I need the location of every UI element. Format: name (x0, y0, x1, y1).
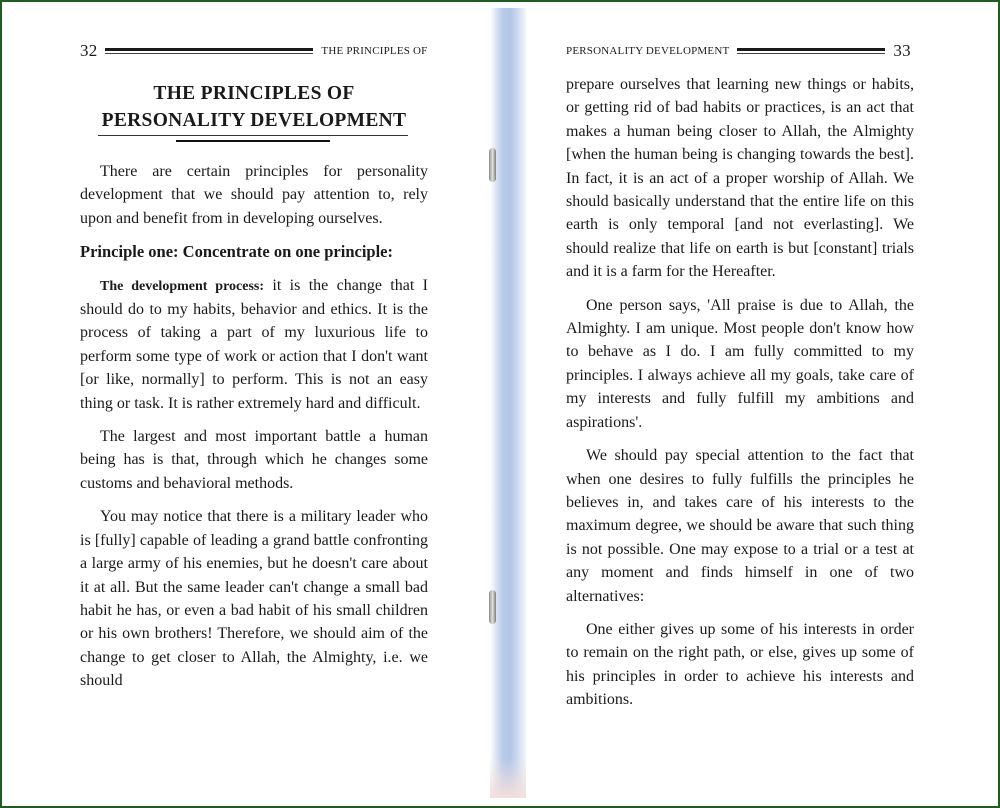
title-rule-thick (176, 140, 330, 142)
paragraph: You may notice that there is a military leader who is [fully] capable of leading a grand battle confronting a large army of his enemies, but he doesn't care about it at all. But the same leader can't change a small bad habit he has, or even a bad habit of his small children or his own brothers! Therefore, we should aim of the change to get closer to Allah, the Almighty, i.e. we should (80, 508, 428, 690)
spine-shadow (490, 758, 526, 798)
page-number: 33 (893, 41, 911, 60)
chapter-title (80, 80, 428, 134)
paragraph-development-process (80, 274, 428, 415)
running-head-text: PERSONALITY DEVELOPMENT (566, 45, 730, 57)
staple-top (489, 148, 496, 182)
header-rule (105, 48, 313, 54)
chapter-title-line2: PERSONALITY DEVELOPMENT (101, 110, 407, 131)
header-rule (737, 48, 885, 54)
lead-text: it is the change that I should do to my habits, behavior and ethics. It is the process of taking a part of my luxurious life to perform some type of work or action that I don't want [or like, normally] to perform. This is not an easy thing or task. It is rather extremely hard and difficult. (80, 276, 428, 412)
paragraph: We should pay special attention to the fact that when one desires to fully fulfills the principles he believes in, and takes care of his interests to the maximum degree, we should be aware that such thing is not possible. One may expose to a trial or a test at any moment and finds himself in one of two alternatives: (566, 447, 914, 605)
right-page-body (566, 73, 914, 722)
title-rule-thin (98, 135, 408, 136)
running-head-text: THE PRINCIPLES OF (321, 45, 428, 57)
continuation-paragraph: prepare ourselves that learning new things or habits, or getting rid of bad habits or practices, is an act that makes a human being closer to Allah, the Almighty [when the human being is changing towards the best]. In fact, it is an act of a proper worship of Allah. We should basically understand that the entire life on this earth is only temporal [and not everlasting]. We should realize that life on earth is but [constant] trials and it is a farm for the Hereafter. (566, 76, 914, 281)
section-heading: Principle one: Concentrate on one principle: (80, 242, 394, 262)
running-head-right (566, 42, 914, 60)
page-number: 32 (80, 41, 98, 60)
paragraph: One either gives up some of his interests in order to remain on the right path, or else, gives up some of his principles in order to achieve his interests and ambitions. (566, 620, 914, 709)
lead-term: The development process: (100, 278, 265, 294)
staple-bottom (489, 590, 496, 624)
chapter-title-line1: THE PRINCIPLES OF (153, 83, 355, 104)
running-head-left (80, 42, 428, 60)
book-spine (490, 8, 526, 798)
paragraph: One person says, 'All praise is due to Allah, the Almighty. I am unique. Most people don't know how to behave as I do. I am fully committed to my principles. I always achieve all my goals, take care of my interests and fully fulfill my ambitions and aspirations'. (566, 296, 914, 431)
left-page-body (80, 160, 428, 703)
paragraph: The largest and most important battle a human being has is that, through which he changes some customs and behavioral methods. (80, 428, 428, 492)
intro-paragraph: There are certain principles for personality development that we should pay attention to, rely upon and benefit from in developing ourselves. (80, 163, 428, 227)
